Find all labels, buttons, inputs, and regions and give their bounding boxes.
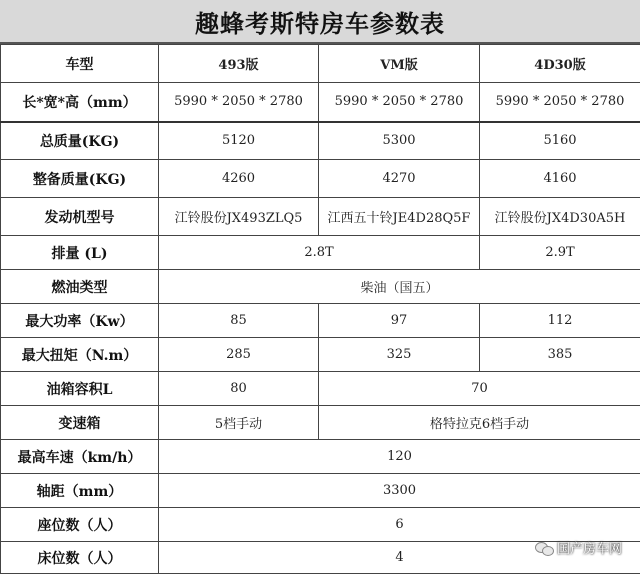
table-row (1, 160, 640, 198)
cell-value: 80 (159, 372, 319, 406)
cell-value: 5120 (159, 122, 319, 160)
cell-value: 325 (319, 338, 480, 372)
row-label-dims: 长*宽*高（mm） (1, 83, 159, 122)
row-label-seats: 座位数（人） (1, 508, 159, 542)
table-row-header (1, 45, 640, 83)
cell-value: 85 (159, 304, 319, 338)
cell-value: 5990 * 2050 * 2780 (319, 83, 480, 122)
cell-value: 5300 (319, 122, 480, 160)
header-model-vm: VM版 (319, 45, 480, 83)
cell-value: 5档手动 (159, 406, 319, 440)
row-label-top-speed: 最高车速（km/h） (1, 440, 159, 474)
cell-value: 5160 (480, 122, 640, 160)
row-label-power: 最大功率（Kw） (1, 304, 159, 338)
cell-value: 120 (159, 440, 640, 474)
table-row (1, 198, 640, 236)
table-row (1, 338, 640, 372)
table-row (1, 270, 640, 304)
table-row (1, 474, 640, 508)
row-label-wheelbase: 轴距（mm） (1, 474, 159, 508)
row-label-tank: 油箱容积L (1, 372, 159, 406)
table-row (1, 83, 640, 122)
cell-value: 江西五十铃JE4D28Q5F (319, 198, 480, 236)
row-label-beds: 床位数（人） (1, 542, 159, 574)
watermark (535, 538, 622, 557)
header-label: 车型 (1, 45, 159, 83)
cell-value: 4 (159, 542, 640, 574)
table-row (1, 236, 640, 270)
row-label-engine: 发动机型号 (1, 198, 159, 236)
cell-value: 112 (480, 304, 640, 338)
cell-value: 285 (159, 338, 319, 372)
cell-value: 2.9T (480, 236, 640, 270)
row-label-torque: 最大扭矩（N.m） (1, 338, 159, 372)
cell-value: 2.8T (159, 236, 480, 270)
cell-value: 70 (319, 372, 640, 406)
row-label-gearbox: 变速箱 (1, 406, 159, 440)
cell-value: 5990 * 2050 * 2780 (159, 83, 319, 122)
cell-value: 江铃股份JX4D30A5H (480, 198, 640, 236)
row-label-displacement: 排量 (L) (1, 236, 159, 270)
wechat-icon (535, 541, 553, 555)
table-row (1, 304, 640, 338)
header-model-4d30: 4D30版 (480, 45, 640, 83)
row-label-fuel: 燃油类型 (1, 270, 159, 304)
watermark-text: 国产房车网 (557, 538, 622, 557)
cell-value: 97 (319, 304, 480, 338)
table-row (1, 122, 640, 160)
cell-value: 格特拉克6档手动 (319, 406, 640, 440)
cell-value: 5990 * 2050 * 2780 (480, 83, 640, 122)
table-row (1, 440, 640, 474)
table-row (1, 406, 640, 440)
table-row (1, 508, 640, 542)
row-label-gross-mass: 总质量(KG) (1, 122, 159, 160)
cell-value: 4260 (159, 160, 319, 198)
header-model-493: 493版 (159, 45, 319, 83)
cell-value: 4270 (319, 160, 480, 198)
cell-value: 6 (159, 508, 640, 542)
cell-value: 3300 (159, 474, 640, 508)
cell-value: 385 (480, 338, 640, 372)
cell-value: 4160 (480, 160, 640, 198)
spec-table (0, 44, 640, 574)
cell-value: 江铃股份JX493ZLQ5 (159, 198, 319, 236)
cell-value: 柴油（国五） (159, 270, 640, 304)
table-row (1, 372, 640, 406)
row-label-curb-mass: 整备质量(KG) (1, 160, 159, 198)
page-title: 趣蜂考斯特房车参数表 (0, 0, 640, 44)
